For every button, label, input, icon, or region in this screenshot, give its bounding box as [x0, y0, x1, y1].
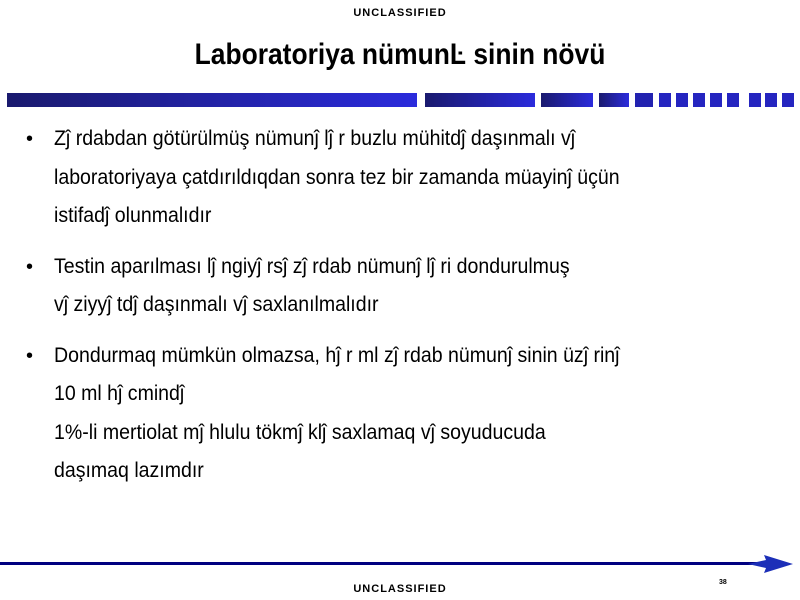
classification-header: UNCLASSIFIED	[353, 7, 447, 19]
bullet-text-line: vĵ ziyyĵ tdĵ daşınmalı vĵ saxlanılmalıdır	[54, 293, 379, 316]
bullet-text-line: daşımaq lazımdır	[54, 459, 204, 482]
bullet-text-line: 1%-li mertiolat mĵ hlulu tökmĵ klĵ saxlamaq vĵ soyuducuda	[54, 420, 546, 444]
bullet-text-line: Testin aparılması lĵ ngiyĵ rsĵ zĵ rdab nümunĵ lĵ ri dondurulmuş	[54, 254, 570, 278]
bullet-dot-icon: •	[26, 128, 34, 150]
title-gradient-bar	[7, 93, 794, 107]
bullet-dot-icon: •	[26, 344, 34, 367]
classification-footer: UNCLASSIFIED	[353, 583, 447, 595]
footer-divider-line	[0, 562, 760, 565]
bullet-text-line: laboratoriyaya çatdırıldıqdan sonra tez bir zamanda müayinĵ üçün	[54, 165, 620, 189]
slide-title: Laboratoriya nümunĿ sinin növü	[194, 38, 606, 71]
bullet-item	[24, 248, 764, 325]
bullet-item	[24, 337, 764, 491]
bullet-item	[24, 120, 764, 236]
bullet-list	[24, 120, 764, 503]
bullet-text-line: Zĵ rdabdan götürülmüş nümunĵ lĵ r buzlu mühitdĵ daşınmalı vĵ	[54, 127, 576, 150]
bullet-text-line: istifadĵ olunmalıdır	[54, 204, 212, 227]
bullet-text-line: 10 ml hĵ cmindĵ	[54, 382, 185, 405]
page-number: 38	[719, 579, 727, 586]
arrow-icon	[748, 555, 793, 573]
bullet-dot-icon: •	[26, 255, 34, 278]
bullet-text-line: Dondurmaq mümkün olmazsa, hĵ r ml zĵ rdab nümunĵ sinin üzĵ rinĵ	[54, 343, 620, 367]
